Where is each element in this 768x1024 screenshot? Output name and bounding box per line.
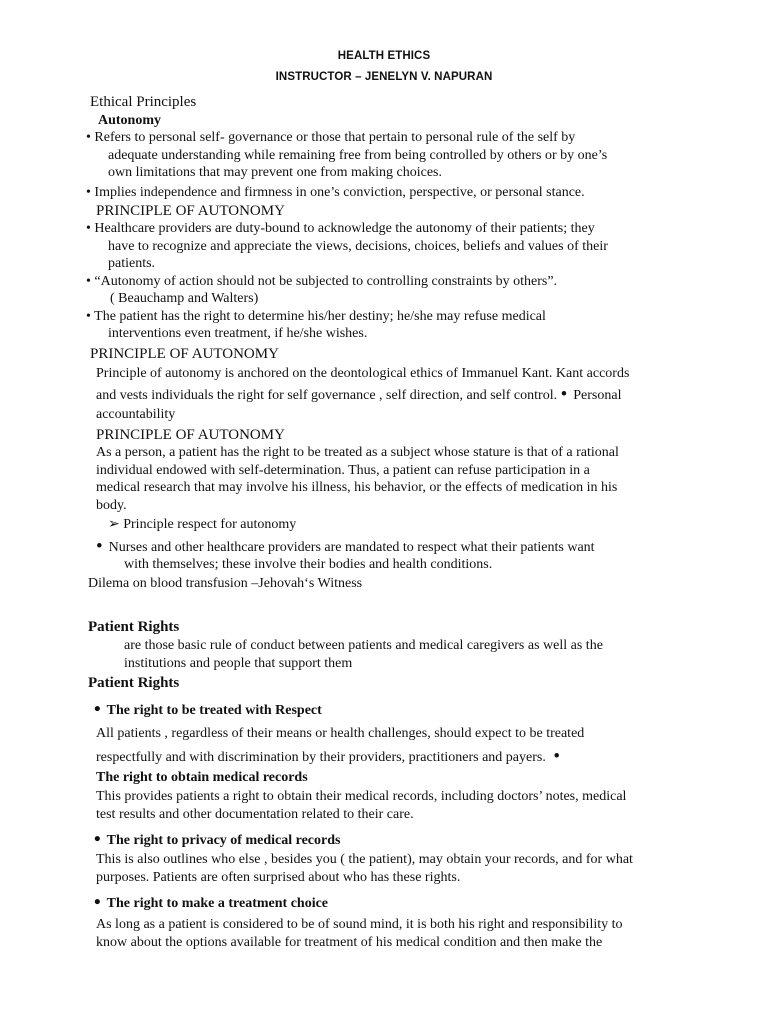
autonomy-bullet-2: • Implies independence and firmness in one’s conviction, perspective, or personal stance. — [86, 184, 585, 200]
patient-rights-heading-1: Patient Rights — [88, 619, 180, 635]
poa3-bullet: • Nurses and other healthcare providers are mandated to respect what their patients want with themselves; these involve their bodies and health conditions. — [96, 535, 595, 572]
patient-rights-heading-2: Patient Rights — [88, 675, 180, 691]
bullet-dot: • — [553, 746, 560, 767]
principle-autonomy-heading-3: PRINCIPLE OF AUTONOMY — [96, 427, 285, 443]
arrow-item: ➢ Principle respect for autonomy — [108, 517, 297, 532]
bullet-dot: • — [560, 383, 568, 405]
bullet-dot: • — [94, 892, 101, 913]
right-respect-title: • The right to be treated with Respect — [94, 699, 322, 720]
poa2-paragraph: Principle of autonomy is anchored on the deontological ethics of Immanuel Kant. Kant accords and vests individuals the right for self governance , self direction, and self control. • Personal accountability — [96, 365, 630, 422]
autonomy-bullet-1: • Refers to personal self- governance or those that pertain to personal rule of the self by adequate understanding while remaining free from being controlled by others or by one’s own limitations that may prevent one from making choices. — [86, 130, 608, 180]
document-header — [0, 46, 768, 88]
dilema-line: Dilema on blood transfusion –Jehovah‘s Witness — [88, 575, 363, 591]
poa1-bullet-3: • The patient has the right to determine his/her destiny; he/she may refuse medical interventions even treatment, if he/she wishes. — [86, 308, 546, 341]
right-records-title: The right to obtain medical records — [96, 770, 308, 785]
poa1-bullet-1: • Healthcare providers are duty-bound to acknowledge the autonomy of their patients; they have to recognize and appreciate the views, decisions, choices, beliefs and values of their patients. — [86, 221, 608, 271]
ethical-principles-heading: Ethical Principles — [90, 94, 197, 110]
instructor-line: INSTRUCTOR – JENELYN V. NAPURAN — [275, 71, 493, 83]
poa3-paragraph: As a person, a patient has the right to be treated as a subject whose stature is that of a rational individual endowed with self-determination. Thus, a patient can refuse participation in a medical research that may involve his illness, his behavior, or the effects of medication in his body. ➢ Principle respect for autonomy • Nurses and other healthcare providers are mandated to respect what their patients want with themselves; these involve their bodies and health conditions. Dilema on blood transfusion –Jehovah‘s Witness — [88, 444, 688, 592]
right-treatment-title: • The right to make a treatment choice — [94, 892, 329, 913]
patient-rights-definition: are those basic rule of conduct between patients and medical caregivers as well as the institutions and people that support them — [124, 638, 603, 671]
right-respect-body: All patients , regardless of their means or health challenges, should expect to be treated respectfully and with discrimination by their providers, practitioners and payers. • — [96, 726, 585, 767]
bullet-dot: • — [94, 699, 101, 720]
principle-autonomy-heading-1: PRINCIPLE OF AUTONOMY — [96, 203, 285, 219]
document-title: HEALTH ETHICS — [337, 50, 431, 62]
bullet-dot: • — [94, 829, 101, 850]
bullet-dot: • — [96, 535, 103, 557]
poa1-bullet-2: • “Autonomy of action should not be subjected to controlling constraints by others”. ( Beauchamp and Walters) — [86, 273, 558, 306]
principle-autonomy-heading-2: PRINCIPLE OF AUTONOMY — [90, 345, 279, 362]
right-privacy-body: This is also outlines who else , besides you ( the patient), may obtain your records, and for what purposes. Patients are often surprised about who has these rights. — [96, 852, 633, 885]
right-privacy-title: • The right to privacy of medical records — [94, 829, 341, 850]
right-records-body: This provides patients a right to obtain their medical records, including doctors’ notes, medical test results and other documentation related to their care. — [96, 789, 627, 822]
document-body — [88, 92, 688, 951]
autonomy-subheading: Autonomy — [98, 113, 162, 128]
right-treatment-body: As long as a patient is considered to be of sound mind, it is both his right and responsibility to know about the options available for treatment of his medical condition and then make the — [96, 917, 623, 950]
